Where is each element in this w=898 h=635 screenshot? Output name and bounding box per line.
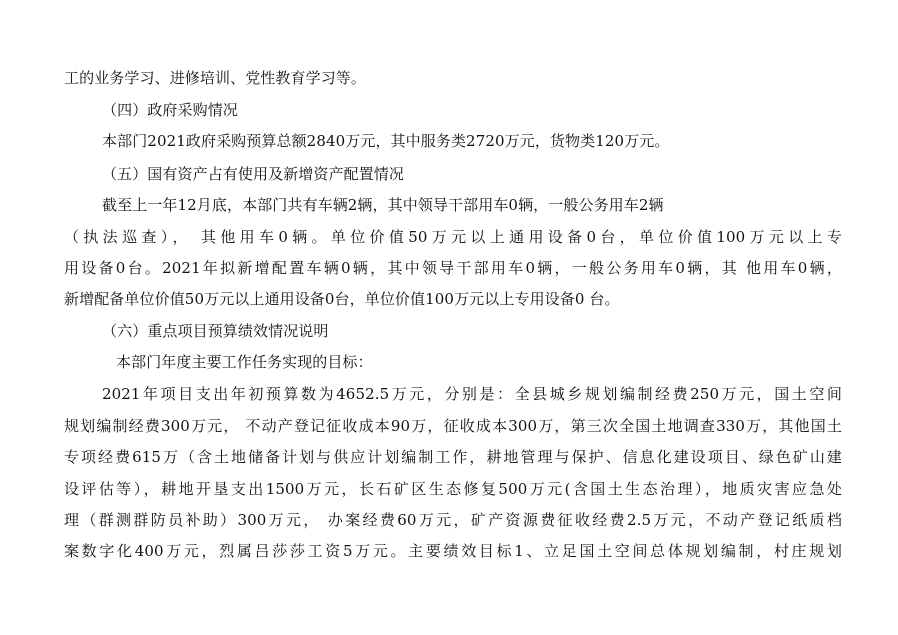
section-heading-procurement: （四）政府采购情况: [102, 101, 238, 119]
text-line-project-budget-3: 专项经费615万（含土地储备计划与供应计划编制工作，耕地管理与保护、信息化建设项目、绿色矿山建: [64, 448, 842, 466]
text-line-project-budget-6: 案数字化400万元，烈属吕莎莎工资5万元。主要绩效目标1、立足国土空间总体规划编制，村庄规划: [64, 542, 842, 560]
text-line-equipment-1: （执法巡查）， 其他用车0辆。单位价值50万元以上通用设备0台，单位价值100万元以上专: [64, 228, 842, 246]
text-line-project-budget-4: 设评估等），耕地开垦支出1500万元，长石矿区生态修复500万元(含国土生态治理），地质灾害应急处: [64, 480, 842, 498]
text-line-project-budget-5: 理（群测群防员补助）300万元， 办案经费60万元，矿产资源费征收经费2.5万元，不动产登记纸质档: [64, 511, 842, 529]
text-line-equipment-2: 用设备0台。2021年拟新增配置车辆0辆，其中领导干部用车0辆，一般公务用车0辆，其 他用车0辆，: [64, 259, 842, 277]
text-line-training: 工的业务学习、进修培训、党性教育学习等。: [64, 69, 367, 87]
section-heading-assets: （五）国有资产占有使用及新增资产配置情况: [102, 165, 405, 183]
text-line-vehicles: 截至上一年12月底，本部门共有车辆2辆，其中领导干部用车0辆，一般公务用车2辆: [102, 196, 664, 214]
text-line-targets-title: 本部门年度主要工作任务实现的目标：: [116, 353, 373, 371]
text-line-project-budget-2: 规划编制经费300万元， 不动产登记征收成本90万，征收成本300万，第三次全国土地调查330万，其他国土: [64, 417, 842, 435]
text-line-project-budget-1: 2021年项目支出年初预算数为4652.5万元，分别是：全县城乡规划编制经费250万元，国土空间: [102, 385, 842, 403]
text-line-equipment-3: 新增配备单位价值50万元以上通用设备0台，单位价值100万元以上专用设备0 台。: [64, 290, 620, 308]
section-heading-performance: （六）重点项目预算绩效情况说明: [102, 322, 329, 340]
text-line-procurement-budget: 本部门2021政府采购预算总额2840万元，其中服务类2720万元，货物类120万元。: [102, 132, 670, 150]
